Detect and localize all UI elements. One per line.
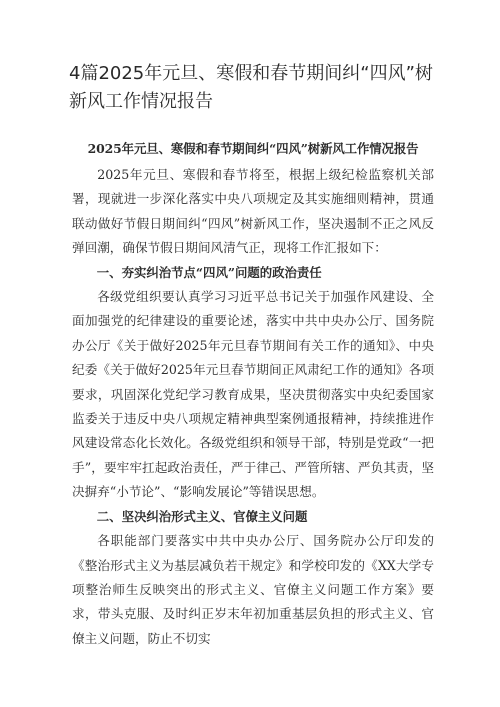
section-1-paragraph: 各级党组织要认真学习习近平总书记关于加强作风建设、全面加强党的纪律建设的重要论述，落实中共中央办公厅、国务院办公厅《关于做好2025年元旦春节期间有关工作的通知》、中央纪委《关于做好2025年元旦春节期间正风肃纪工作的通知》各项要求，巩固深化党纪学习教育成果，坚决贯彻落实中央纪委国家监委关于违反中央八项规定精神典型案例通报精神，持续推进作风建设常态化长效化。各级党组织和领导干部，特别是党政“一把手”，要牢牢扛起政治责任，严于律己、严管所辖、严负其责，坚决摒弃“小节论”、“影响发展论”等错误思想。 <box>72 289 434 500</box>
document-subtitle: 2025年元旦、寒假和春节期间纠“四风”树新风工作情况报告 <box>87 141 419 156</box>
document-title: 4篇2025年元旦、寒假和春节期间纠“四风”树新风工作情况报告 <box>69 63 433 112</box>
section-2-heading: 二、坚决纠治形式主义、官僚主义问题 <box>96 508 308 524</box>
section-1-heading: 一、夯实纠治节点“四风”问题的政治责任 <box>96 264 322 280</box>
intro-paragraph: 2025年元旦、寒假和春节将至，根据上级纪检监察机关部署，现就进一步深化落实中央八项规定及其实施细则精神，贯通联动做好节假日期间纠“四风”树新风工作，坚决遏制不正之风反弹回潮，确保节假日期间风清气正，现将工作汇报如下： <box>72 167 434 256</box>
document-body <box>72 137 434 651</box>
section-2-paragraph: 各职能部门要落实中共中央办公厅、国务院办公厅印发的《整治形式主义为基层减负若干规定》和学校印发的《XX大学专项整治师生反映突出的形式主义、官僚主义问题工作方案》要求，带头克服、及时纠正岁末年初加重基层负担的形式主义、官僚主义问题，防止不切实 <box>72 533 434 646</box>
